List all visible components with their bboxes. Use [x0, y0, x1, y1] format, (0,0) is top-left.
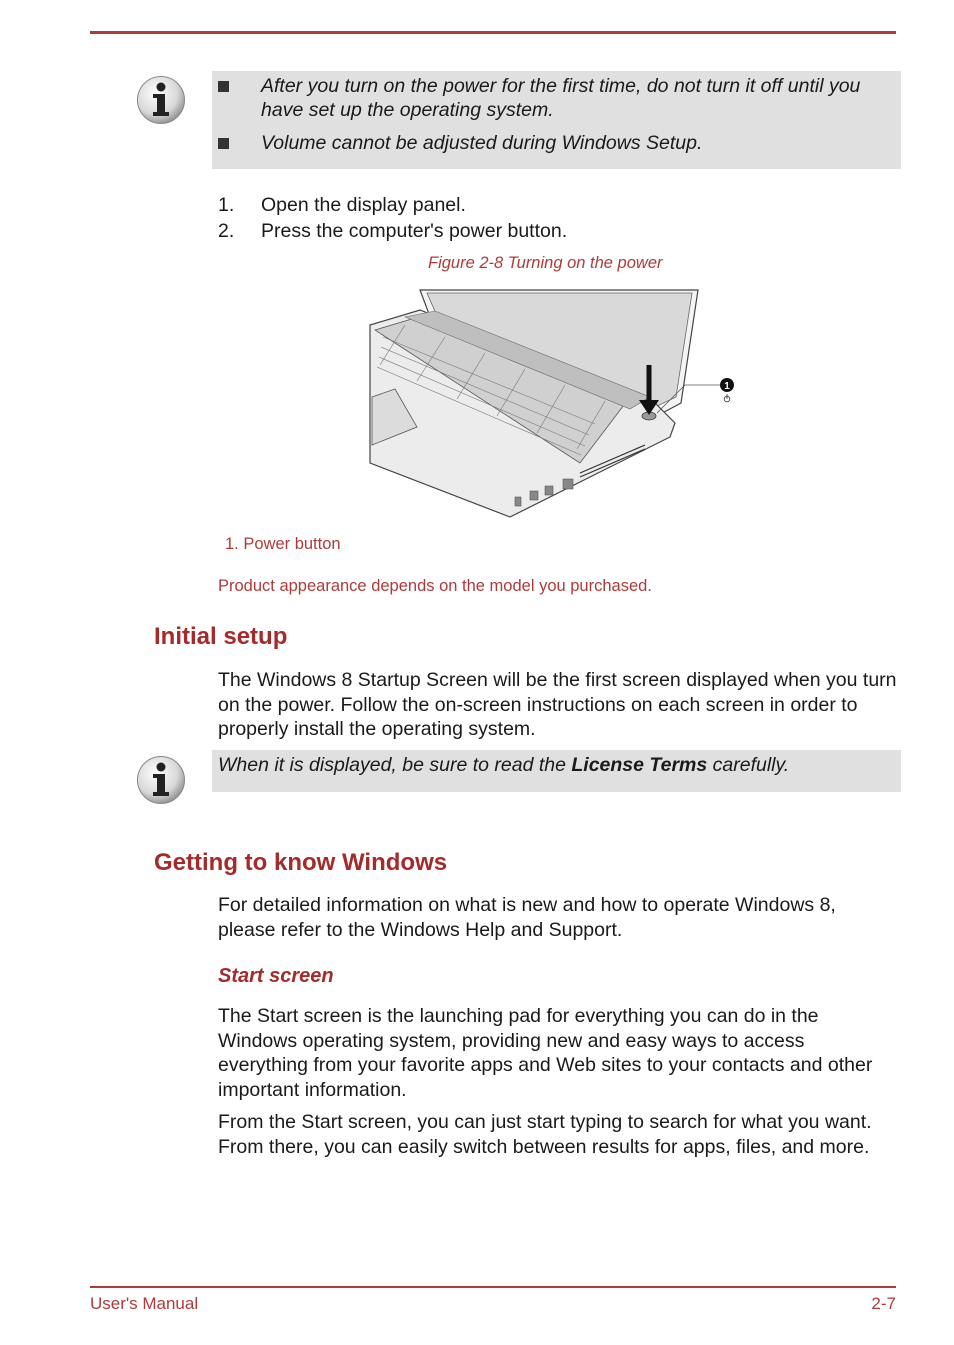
license-terms-emphasis: License Terms: [571, 754, 708, 776]
paragraph: The Start screen is the launching pad for everything you can do in the Windows operating system, providing new and easy ways to access everything from your favorite apps and Web sites to your contacts and other important information.: [218, 1005, 873, 1101]
list-item: Press the computer's power button.: [261, 220, 568, 242]
subsection-heading-start-screen: Start screen: [218, 965, 334, 987]
paragraph: For detailed information on what is new and how to operate Windows 8, please refer to the Windows Help and Support.: [218, 894, 836, 941]
figure-legend: 1. Power button: [225, 535, 341, 553]
info-icon: [136, 75, 186, 125]
list-number: 1.: [218, 194, 235, 216]
paragraph: From the Start screen, you can just start typing to search for what you want. From there, you can easily switch between results for apps, files, and more.: [218, 1111, 872, 1158]
callout-number: 1: [724, 381, 730, 392]
list-item: Open the display panel.: [261, 194, 466, 216]
footer-rule: [90, 1286, 896, 1288]
footer-title: User's Manual: [90, 1294, 199, 1313]
note-item: Volume cannot be adjusted during Windows Setup.: [261, 132, 703, 154]
section-heading-getting-to-know: Getting to know Windows: [154, 849, 448, 876]
bullet-icon: [218, 81, 229, 92]
figure-note: Product appearance depends on the model you purchased.: [218, 577, 652, 595]
section-heading-initial-setup: Initial setup: [154, 623, 288, 650]
laptop-illustration: [365, 285, 745, 525]
paragraph: The Windows 8 Startup Screen will be the first screen displayed when you turn on the power. Follow the on-screen instructions on each screen in order to properly install the operating system.: [218, 669, 897, 740]
list-number: 2.: [218, 220, 235, 242]
info-icon: [136, 755, 186, 805]
bullet-icon: [218, 138, 229, 149]
figure-caption: Figure 2-8 Turning on the power: [428, 254, 663, 272]
page-number: 2-7: [871, 1294, 896, 1313]
note-text: When it is displayed, be sure to read the License Terms carefully.: [218, 754, 790, 776]
header-rule: [90, 31, 896, 34]
note-item: After you turn on the power for the first time, do not turn it off until you have set up the operating system.: [261, 75, 861, 121]
